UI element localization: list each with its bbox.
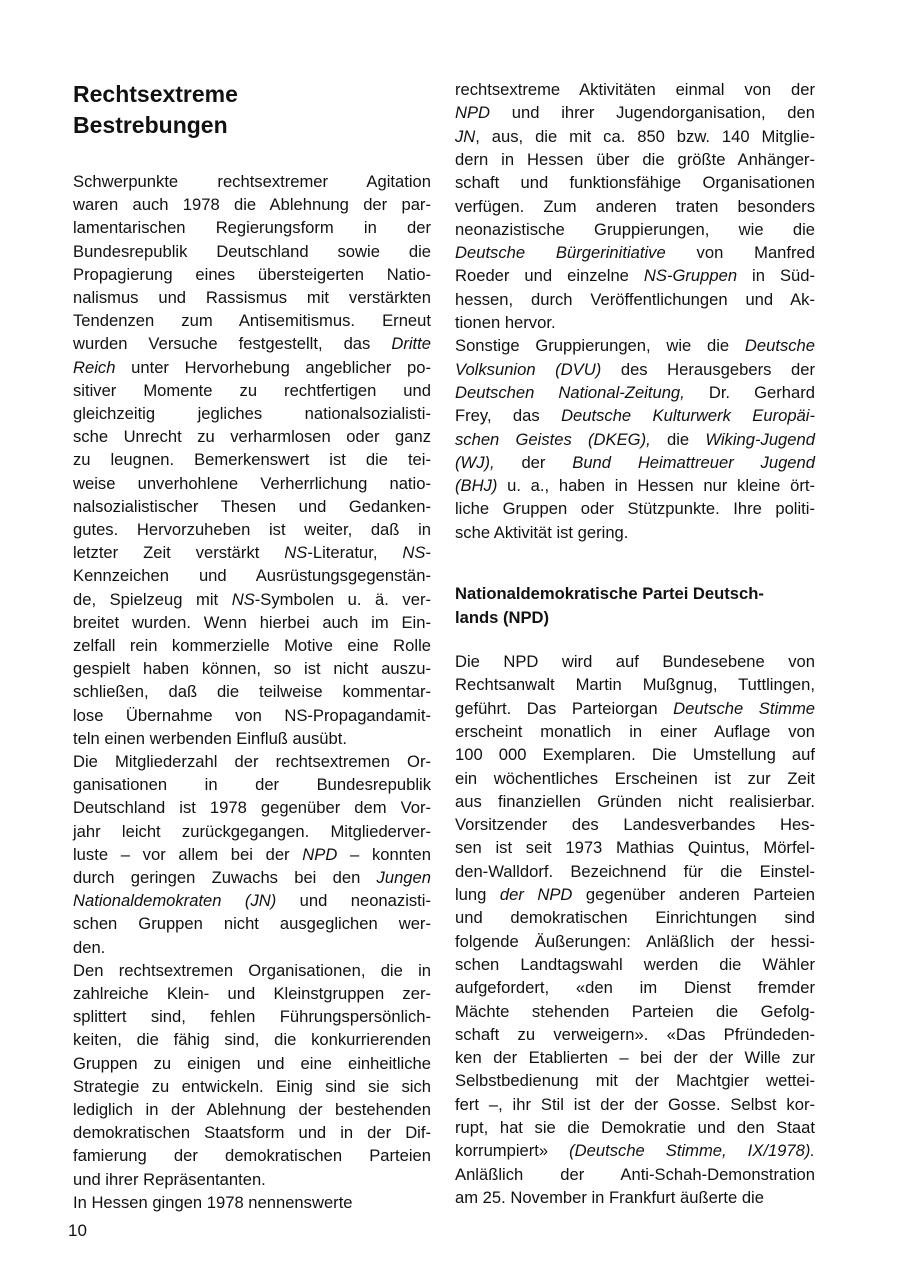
text-line bbox=[73, 1005, 431, 1028]
text-line bbox=[73, 541, 431, 564]
text-segment: gegenüber anderen Parteien bbox=[572, 885, 816, 904]
text-line bbox=[73, 332, 431, 355]
text-segment: Dr. Gerhard bbox=[684, 382, 815, 402]
italic-text: Deutsche Kulturwerk Europäi- bbox=[561, 406, 815, 426]
text-segment: Deutschland ist 1978 gegenüber dem Vor- bbox=[73, 798, 431, 818]
text-line bbox=[455, 404, 815, 427]
text-line bbox=[73, 796, 431, 819]
text-segment: weise unverhohlene Verherrlichung natio- bbox=[73, 473, 431, 493]
text-line bbox=[455, 1139, 815, 1162]
italic-text: Deutschen National-Zeitung, bbox=[455, 382, 685, 402]
text-line bbox=[73, 495, 431, 518]
text-segment: korrumpiert» bbox=[455, 1141, 570, 1161]
text-line bbox=[73, 820, 431, 843]
text-line bbox=[73, 1191, 431, 1214]
text-line bbox=[455, 78, 815, 101]
text-line bbox=[73, 1144, 431, 1167]
text-segment: Tendenzen zum Antisemitismus. Erneut bbox=[73, 311, 431, 331]
italic-text: JN bbox=[455, 126, 476, 146]
text-line bbox=[455, 195, 815, 218]
text-segment: splittert sind, fehlen Führungspersönlich- bbox=[73, 1007, 431, 1027]
text-line bbox=[73, 936, 431, 959]
italic-text: NS-Gruppen bbox=[643, 266, 738, 286]
text-segment: aus finanziellen Gründen nicht realisierbar. bbox=[455, 791, 815, 811]
text-segment: - bbox=[425, 543, 431, 563]
text-segment: schließen, daß die teilweise kommentar- bbox=[73, 682, 431, 702]
text-line bbox=[73, 402, 431, 425]
text-segment: rupt, hat sie die Demokratie und den Staat bbox=[455, 1118, 815, 1137]
text-segment: fert –, ihr Stil ist der der Gosse. Selbst kor- bbox=[455, 1094, 815, 1114]
text-line bbox=[455, 311, 815, 334]
text-line bbox=[73, 773, 431, 796]
text-segment: , aus, die mit ca. 850 bzw. 140 Mitglie- bbox=[475, 126, 815, 146]
text-line bbox=[455, 288, 815, 311]
text-segment: demokratischen Staatsform und in der Dif- bbox=[73, 1123, 431, 1143]
text-line bbox=[455, 930, 815, 953]
text-line bbox=[455, 264, 815, 287]
text-segment: u. a., haben in Hessen nur kleine ört- bbox=[497, 476, 815, 496]
text-line bbox=[73, 657, 431, 680]
italic-text: Deutsche Bürgerinitiative bbox=[455, 243, 666, 263]
text-line bbox=[73, 379, 431, 402]
text-segment: unter Hervorhebung angeblicher po- bbox=[115, 357, 431, 377]
text-segment: ein wöchentliches Erscheinen ist zur Zeit bbox=[455, 768, 815, 788]
italic-text: NS bbox=[402, 543, 426, 563]
text-segment: Den rechtsextremen Organisationen, die in bbox=[73, 960, 431, 980]
text-segment: Sonstige Gruppierungen, wie die bbox=[455, 336, 745, 356]
text-line bbox=[455, 1046, 815, 1069]
text-segment: von Manfred bbox=[665, 243, 815, 263]
text-line bbox=[455, 1116, 815, 1139]
text-segment: gleichzeitig jegliches nationalsozialisti- bbox=[73, 404, 431, 423]
text-segment: und ihrer Repräsentanten. bbox=[73, 1169, 266, 1189]
italic-text: NPD bbox=[455, 103, 491, 123]
text-segment: waren auch 1978 die Ablehnung der par- bbox=[73, 195, 431, 215]
text-line bbox=[73, 170, 431, 193]
text-segment: ken der Etablierten – bei der der Wille zur bbox=[455, 1048, 815, 1068]
text-line bbox=[73, 240, 431, 263]
text-line bbox=[73, 425, 431, 448]
text-segment: jahr leicht zurückgegangen. Mitgliederver- bbox=[73, 821, 431, 841]
text-line bbox=[73, 1121, 431, 1144]
text-segment: Gruppen zu einigen und eine einheitliche bbox=[73, 1053, 431, 1073]
italic-text: NS bbox=[284, 543, 308, 563]
text-line bbox=[455, 474, 815, 497]
text-line bbox=[455, 697, 815, 720]
text-line bbox=[73, 982, 431, 1005]
italic-text: (WJ), bbox=[455, 452, 495, 472]
text-line bbox=[73, 634, 431, 657]
subheading-line-2: lands (NPD) bbox=[455, 608, 550, 627]
italic-text: Volksunion (DVU) bbox=[455, 359, 602, 379]
subheading-line-1: Nationaldemokratische Partei Deutsch- bbox=[455, 584, 764, 603]
section-heading-line-2: Bestrebungen bbox=[73, 112, 228, 138]
text-line bbox=[73, 1098, 431, 1121]
text-line bbox=[73, 518, 431, 541]
text-line bbox=[73, 356, 431, 379]
italic-text: NS bbox=[231, 589, 255, 609]
text-segment: hessen, durch Veröffentlichungen und Ak- bbox=[455, 289, 815, 309]
text-segment: -Symbolen u. ä. ver- bbox=[254, 589, 431, 609]
text-line bbox=[455, 1163, 815, 1186]
text-segment: durch geringen Zuwachs bei den bbox=[73, 868, 377, 887]
text-segment: Anläßlich der Anti-Schah-Demonstration bbox=[455, 1164, 815, 1184]
text-segment: lung bbox=[455, 885, 500, 904]
text-segment: der bbox=[494, 452, 573, 472]
italic-text: (Deutsche Stimme, IX/1978). bbox=[569, 1141, 815, 1161]
text-segment: dern in Hessen über die größte Anhänger- bbox=[455, 149, 815, 169]
text-segment: sche Unrecht zu verharmlosen oder ganz bbox=[73, 427, 431, 447]
text-segment: und demokratischen Einrichtungen sind bbox=[455, 908, 815, 928]
text-segment: lose Übernahme von NS-Propagandamit- bbox=[73, 705, 431, 725]
text-segment: in Süd- bbox=[737, 266, 815, 286]
text-segment: nalsozialistischer Thesen und Gedanken- bbox=[73, 496, 431, 516]
text-line bbox=[455, 790, 815, 813]
text-line bbox=[455, 953, 815, 976]
text-line bbox=[455, 171, 815, 194]
text-line bbox=[73, 680, 431, 703]
text-segment: wurden Versuche festgestellt, das bbox=[73, 334, 392, 354]
text-line bbox=[73, 588, 431, 611]
text-segment: nalismus und Rassismus mit verstärkten bbox=[73, 288, 431, 307]
text-segment: rechtsextreme Aktivitäten einmal von der bbox=[455, 80, 815, 99]
text-segment: Rechtsanwalt Martin Mußgnug, Tuttlingen, bbox=[455, 675, 815, 695]
page-number: 10 bbox=[68, 1221, 87, 1240]
text-line bbox=[73, 1028, 431, 1051]
text-line bbox=[73, 611, 431, 634]
text-segment: 100 000 Exemplaren. Die Umstellung auf bbox=[455, 745, 815, 765]
text-segment: teln einen werbenden Einfluß ausübt. bbox=[73, 728, 347, 748]
text-line bbox=[455, 1000, 815, 1023]
text-segment: gutes. Hervorzuheben ist weiter, daß in bbox=[73, 520, 431, 539]
text-line bbox=[455, 720, 815, 743]
text-segment: gespielt haben können, so ist nicht auszu- bbox=[73, 659, 431, 679]
italic-text: Nationaldemokraten (JN) bbox=[73, 891, 277, 911]
text-line bbox=[455, 813, 815, 836]
text-segment: schaft und funktionsfähige Organisationen bbox=[455, 173, 815, 193]
text-line bbox=[455, 976, 815, 999]
italic-text: Bund Heimattreuer Jugend bbox=[572, 452, 815, 472]
text-line bbox=[73, 1168, 431, 1191]
text-line bbox=[73, 912, 431, 935]
text-line bbox=[455, 743, 815, 766]
text-segment: erscheint monatlich in einer Auflage von bbox=[455, 721, 815, 741]
text-line bbox=[73, 866, 431, 889]
italic-text: Reich bbox=[73, 357, 116, 377]
text-segment: de, Spielzeug mit bbox=[73, 589, 232, 609]
text-segment: Roeder und einzelne bbox=[455, 266, 644, 286]
italic-text: Wiking-Jugend bbox=[705, 429, 815, 449]
text-segment: aufgefordert, «den im Dienst fremder bbox=[455, 978, 815, 998]
italic-text: (BHJ) bbox=[455, 476, 498, 496]
text-segment: den. bbox=[73, 937, 106, 957]
text-line bbox=[73, 216, 431, 239]
text-line bbox=[73, 564, 431, 587]
text-segment: breitet wurden. Wenn hierbei auch im Ein- bbox=[73, 612, 431, 632]
text-segment: sen ist seit 1973 Mathias Quintus, Mörfel- bbox=[455, 838, 815, 858]
text-segment: und neonazisti- bbox=[276, 891, 431, 911]
text-line bbox=[73, 727, 431, 750]
text-line bbox=[455, 428, 815, 451]
text-segment: des Herausgebers der bbox=[601, 359, 815, 379]
text-segment: geführt. Das Parteiorgan bbox=[455, 698, 674, 718]
text-line bbox=[455, 358, 815, 381]
text-line bbox=[455, 334, 815, 357]
text-segment: Die Mitgliederzahl der rechtsextremen Or- bbox=[73, 752, 431, 771]
text-line bbox=[73, 1075, 431, 1098]
text-segment: letzter Zeit verstärkt bbox=[73, 543, 285, 563]
text-line bbox=[73, 750, 431, 773]
text-segment: In Hessen gingen 1978 nennenswerte bbox=[73, 1192, 353, 1212]
text-line bbox=[455, 381, 815, 404]
text-line bbox=[455, 451, 815, 474]
text-line bbox=[455, 883, 815, 906]
text-segment: luste – vor allem bei der bbox=[73, 844, 303, 864]
text-segment: schaft zu verweigern». «Das Pfründeden- bbox=[455, 1024, 815, 1044]
text-segment: keiten, die fähig sind, die konkurrierenden bbox=[73, 1030, 431, 1050]
text-line bbox=[455, 218, 815, 241]
text-segment: schen Gruppen nicht ausgeglichen wer- bbox=[73, 914, 431, 934]
text-line bbox=[73, 889, 431, 912]
text-segment: die bbox=[650, 429, 706, 449]
text-line bbox=[73, 263, 431, 286]
text-segment: folgende Äußerungen: Anläßlich der hessi- bbox=[455, 931, 815, 951]
text-segment: lamentarischen Regierungsform in der bbox=[73, 218, 431, 238]
text-line bbox=[455, 125, 815, 148]
italic-text: Deutsche Stimme bbox=[673, 698, 816, 718]
text-line bbox=[455, 673, 815, 696]
text-segment: – konnten bbox=[337, 844, 431, 864]
text-line bbox=[73, 286, 431, 309]
text-segment: zelfall rein kommerzielle Motive eine Rolle bbox=[73, 636, 431, 655]
text-segment: verfügen. Zum anderen traten besonders bbox=[455, 196, 815, 216]
text-line bbox=[73, 1052, 431, 1075]
text-segment: Vorsitzender des Landesverbandes Hes- bbox=[455, 815, 815, 835]
text-segment: neonazistische Gruppierungen, wie die bbox=[455, 219, 815, 239]
text-segment: sche Aktivität ist gering. bbox=[455, 522, 629, 542]
text-segment: Selbstbedienung mit der Machtgier wettei- bbox=[455, 1071, 815, 1091]
text-segment: ganisationen in der Bundesrepublik bbox=[73, 775, 431, 795]
text-segment: Propagierung eines übersteigerten Natio- bbox=[73, 264, 431, 284]
text-line bbox=[455, 148, 815, 171]
text-segment: Kennzeichen und Ausrüstungsgegenstän- bbox=[73, 566, 431, 586]
text-line bbox=[455, 1093, 815, 1116]
text-segment: Schwerpunkte rechtsextremer Agitation bbox=[73, 172, 431, 191]
text-segment: tionen hervor. bbox=[455, 313, 556, 332]
text-segment: sitiver Momente zu rechtfertigen und bbox=[73, 380, 431, 400]
text-segment: Die NPD wird auf Bundesebene von bbox=[455, 652, 815, 671]
text-line bbox=[455, 101, 815, 124]
text-line bbox=[455, 497, 815, 520]
text-line bbox=[455, 1069, 815, 1092]
text-line bbox=[455, 906, 815, 929]
section-heading-line-1: Rechtsextreme bbox=[73, 81, 238, 107]
text-line bbox=[455, 1023, 815, 1046]
text-line bbox=[455, 767, 815, 790]
text-segment: Mächte stehenden Parteien die Gefolg- bbox=[455, 1001, 815, 1021]
text-line bbox=[455, 650, 815, 673]
italic-text: der NPD bbox=[499, 885, 573, 904]
text-segment: -Literatur, bbox=[307, 543, 403, 563]
text-segment: zahlreiche Klein- und Kleinstgruppen zer- bbox=[73, 984, 431, 1003]
text-segment: Strategie zu entwickeln. Einig sind sie sich bbox=[73, 1076, 431, 1096]
text-line bbox=[73, 309, 431, 332]
italic-text: schen Geistes (DKEG), bbox=[455, 429, 651, 449]
italic-text: Deutsche bbox=[744, 336, 815, 356]
text-segment: famierung der demokratischen Parteien bbox=[73, 1146, 431, 1166]
text-line bbox=[455, 521, 815, 544]
text-segment: Bundesrepublik Deutschland sowie die bbox=[73, 241, 431, 261]
text-segment: schen Landtagswahl werden die Wähler bbox=[455, 954, 815, 974]
text-line bbox=[73, 959, 431, 982]
text-segment: und ihrer Jugendorganisation, den bbox=[490, 103, 815, 123]
text-segment: zu leugnen. Bemerkenswert ist die tei- bbox=[73, 450, 431, 470]
text-line bbox=[73, 472, 431, 495]
text-segment: lediglich in der Ablehnung der bestehenden bbox=[73, 1100, 431, 1119]
text-line bbox=[73, 193, 431, 216]
text-line bbox=[455, 241, 815, 264]
text-line bbox=[73, 843, 431, 866]
text-segment: Frey, das bbox=[455, 406, 562, 426]
text-line bbox=[455, 836, 815, 859]
text-line bbox=[455, 1186, 815, 1209]
italic-text: Jungen bbox=[376, 868, 431, 887]
text-line bbox=[73, 448, 431, 471]
text-line bbox=[455, 860, 815, 883]
text-segment: am 25. November in Frankfurt äußerte die bbox=[455, 1187, 764, 1207]
italic-text: NPD bbox=[302, 844, 338, 864]
text-segment: den-Walldorf. Bezeichnend für die Einstel- bbox=[455, 861, 815, 881]
italic-text: Dritte bbox=[391, 334, 431, 354]
text-line bbox=[73, 704, 431, 727]
text-segment: liche Gruppen oder Stützpunkte. Ihre politi- bbox=[455, 499, 815, 519]
